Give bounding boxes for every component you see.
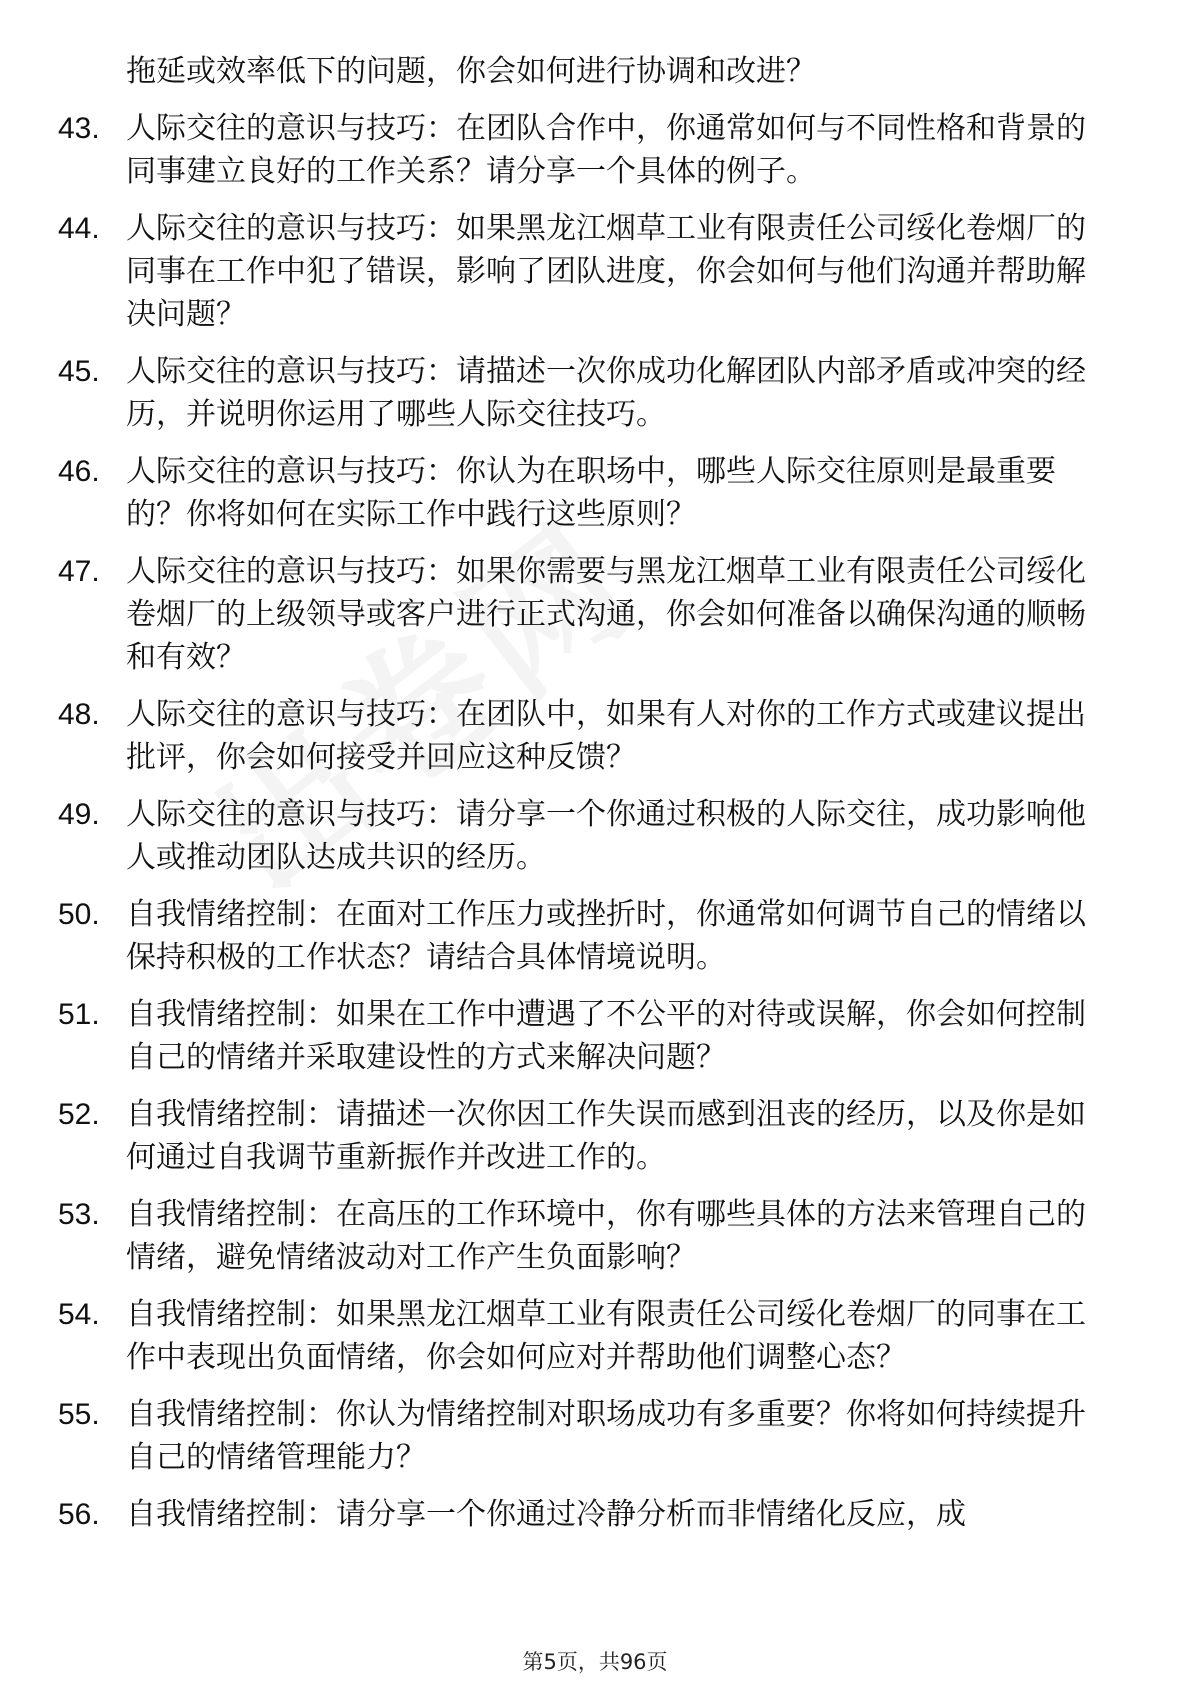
item-text: 人际交往的意识与技巧：请描述一次你成功化解团队内部矛盾或冲突的经历，并说明你运用了哪些人际交往技巧。 <box>126 354 1086 432</box>
item-number: 49. <box>58 798 100 831</box>
list-item-continuation <box>0 50 1190 93</box>
item-number: 51. <box>58 998 100 1031</box>
page-footer: 第5页，共96页 <box>522 1650 668 1674</box>
list-item <box>0 893 1190 979</box>
item-number: 43. <box>58 112 100 145</box>
list-item <box>0 550 1190 679</box>
item-text: 人际交往的意识与技巧：在团队中，如果有人对你的工作方式或建议提出批评，你会如何接受并回应这种反馈？ <box>126 697 1086 775</box>
item-text: 自我情绪控制：在面对工作压力或挫折时，你通常如何调节自己的情绪以保持积极的工作状态？请结合具体情境说明。 <box>126 897 1086 975</box>
list-item <box>0 1193 1190 1279</box>
item-number: 46. <box>58 455 100 488</box>
list-item <box>0 107 1190 193</box>
list-item <box>0 693 1190 779</box>
item-text: 人际交往的意识与技巧：请分享一个你通过积极的人际交往，成功影响他人或推动团队达成共识的经历。 <box>126 797 1086 875</box>
list-item <box>0 793 1190 879</box>
question-list <box>0 50 1190 1550</box>
list-item <box>0 350 1190 436</box>
item-number: 53. <box>58 1198 100 1231</box>
item-text: 自我情绪控制：如果黑龙江烟草工业有限责任公司绥化卷烟厂的同事在工作中表现出负面情绪，你会如何应对并帮助他们调整心态？ <box>126 1297 1086 1375</box>
list-item <box>0 207 1190 336</box>
item-text: 人际交往的意识与技巧：你认为在职场中，哪些人际交往原则是最重要的？你将如何在实际工作中践行这些原则？ <box>126 454 1056 532</box>
item-text: 人际交往的意识与技巧：如果你需要与黑龙江烟草工业有限责任公司绥化卷烟厂的上级领导或客户进行正式沟通，你会如何准备以确保沟通的顺畅和有效？ <box>126 554 1086 675</box>
item-number: 52. <box>58 1098 100 1131</box>
item-text: 人际交往的意识与技巧：如果黑龙江烟草工业有限责任公司绥化卷烟厂的同事在工作中犯了错误，影响了团队进度，你会如何与他们沟通并帮助解决问题？ <box>126 211 1086 332</box>
item-number: 47. <box>58 555 100 588</box>
item-text: 自我情绪控制：在高压的工作环境中，你有哪些具体的方法来管理自己的情绪，避免情绪波动对工作产生负面影响？ <box>126 1197 1086 1275</box>
item-number: 55. <box>58 1398 100 1431</box>
item-number: 45. <box>58 355 100 388</box>
item-text: 自我情绪控制：你认为情绪控制对职场成功有多重要？你将如何持续提升自己的情绪管理能力？ <box>126 1397 1086 1475</box>
item-number: 50. <box>58 898 100 931</box>
item-number: 54. <box>58 1298 100 1331</box>
list-item <box>0 1293 1190 1379</box>
list-item <box>0 1093 1190 1179</box>
item-text: 自我情绪控制：如果在工作中遭遇了不公平的对待或误解，你会如何控制自己的情绪并采取建设性的方式来解决问题？ <box>126 997 1086 1075</box>
list-item <box>0 1393 1190 1479</box>
item-number: 44. <box>58 212 100 245</box>
item-number: 56. <box>58 1498 100 1531</box>
list-item <box>0 993 1190 1079</box>
item-text: 自我情绪控制：请分享一个你通过冷静分析而非情绪化反应，成 <box>126 1497 966 1532</box>
item-text: 人际交往的意识与技巧：在团队合作中，你通常如何与不同性格和背景的同事建立良好的工作关系？请分享一个具体的例子。 <box>126 111 1086 189</box>
list-item <box>0 1493 1190 1536</box>
list-item <box>0 450 1190 536</box>
continuation-text: 拖延或效率低下的问题，你会如何进行协调和改进？ <box>126 54 816 89</box>
item-text: 自我情绪控制：请描述一次你因工作失误而感到沮丧的经历，以及你是如何通过自我调节重新振作并改进工作的。 <box>126 1097 1086 1175</box>
item-number: 48. <box>58 698 100 731</box>
